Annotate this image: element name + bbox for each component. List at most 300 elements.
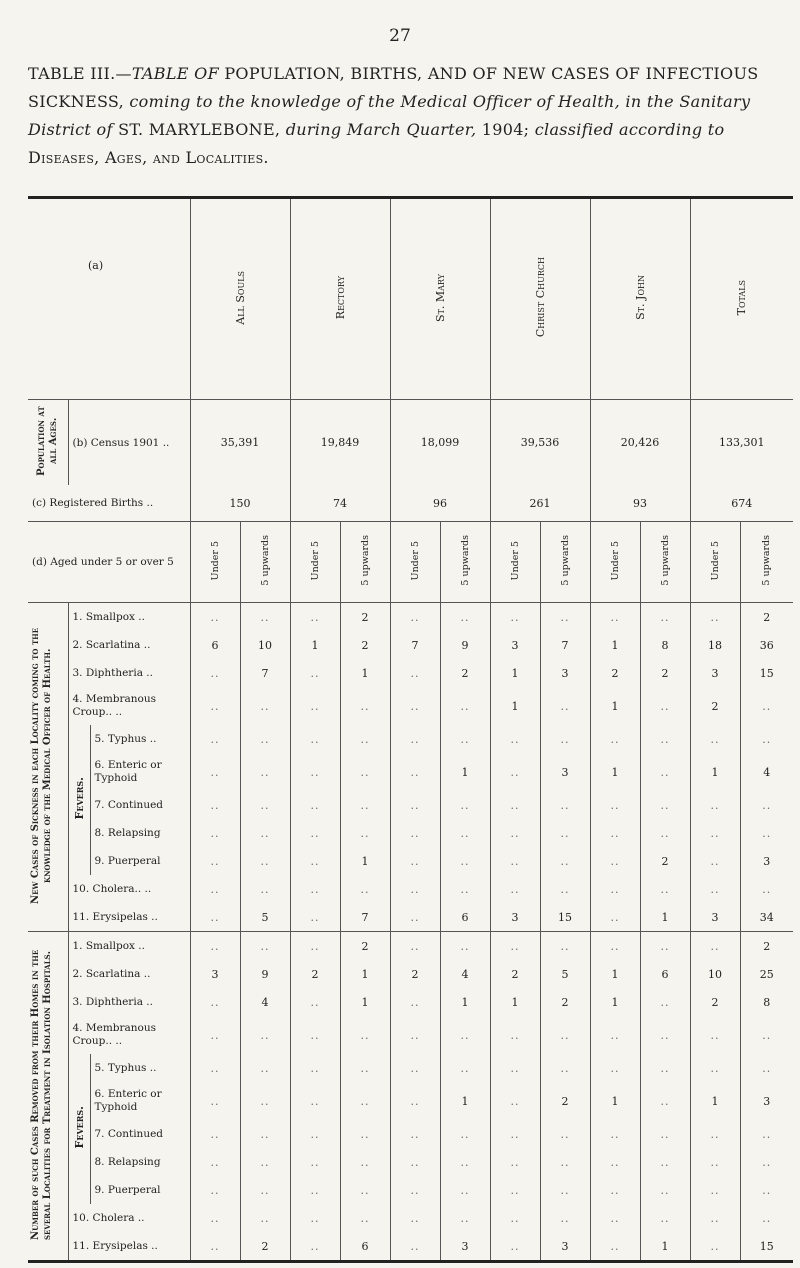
removed-cases-cell: 2 [240, 1232, 290, 1262]
removed-cases-cell: .. [340, 1054, 390, 1082]
new-cases-row [28, 819, 793, 847]
new-cases-cell: .. [240, 753, 290, 791]
title-tail: Diseases, Ages, and Localities. [28, 148, 269, 167]
title-place: ST. MARYLEBONE, [112, 120, 281, 139]
new-cases-cell: .. [340, 791, 390, 819]
removed-cases-cell: .. [640, 1176, 690, 1204]
removed-cases-cell: 15 [740, 1232, 793, 1262]
title-year: 1904; [476, 120, 530, 139]
new-cases-cell: .. [440, 791, 490, 819]
removed-cases-row [28, 1204, 793, 1232]
new-cases-cell: 3 [490, 903, 540, 932]
title-caps-1: POPULATION, BIRTHS, AND OF NEW CASES OF INFECTIOUS SICKNESS, [28, 64, 759, 111]
removed-cases-row [28, 1082, 793, 1120]
new-cases-cell: .. [640, 753, 690, 791]
new-cases-cell: 7 [390, 631, 440, 659]
removed-cases-fevers-bracket [68, 1054, 90, 1204]
new-cases-cell: 15 [540, 903, 590, 932]
population-side-label: Population at all Ages. [35, 406, 59, 476]
new-cases-cell: 3 [690, 903, 740, 932]
removed-cases-cell: 2 [290, 960, 340, 988]
new-cases-cell: .. [690, 875, 740, 903]
removed-cases-cell: .. [590, 1232, 640, 1262]
age-5-upwards-header [540, 522, 590, 603]
removed-cases-cell: .. [190, 932, 240, 961]
new-cases-cell: 8 [640, 631, 690, 659]
new-cases-cell: .. [540, 725, 590, 753]
age-header-text: 5 upwards [559, 535, 571, 586]
new-cases-cell: 15 [759, 666, 774, 680]
new-cases-row [28, 687, 793, 725]
removed-cases-cell: .. [340, 1148, 390, 1176]
new-cases-cell: 2 [763, 610, 771, 624]
new-cases-disease-label: 10. Cholera.. .. [68, 875, 190, 903]
removed-cases-cell: 6 [340, 1232, 390, 1262]
removed-cases-cell: .. [290, 932, 340, 961]
removed-cases-cell: .. [390, 1016, 440, 1054]
new-cases-cell: .. [390, 753, 440, 791]
births-st-john: 93 [590, 485, 690, 522]
removed-cases-cell: .. [390, 1054, 440, 1082]
age-5-upwards-header [240, 522, 290, 603]
new-cases-cell: 3 [540, 659, 590, 687]
removed-cases-cell: .. [190, 1176, 240, 1204]
locality-christ-church: Christ Church [533, 257, 547, 338]
new-cases-row [28, 875, 793, 903]
removed-cases-row [28, 960, 793, 988]
new-cases-cell: 1 [640, 903, 690, 932]
new-cases-cell: 7 [540, 631, 590, 659]
new-cases-cell: .. [390, 659, 440, 687]
removed-cases-cell: .. [690, 1016, 740, 1054]
new-cases-cell: 2 [440, 659, 490, 687]
removed-cases-cell: .. [440, 1016, 490, 1054]
age-under-5-header [590, 522, 640, 603]
removed-cases-cell: .. [590, 1016, 640, 1054]
age-header-text: Under 5 [609, 540, 621, 581]
removed-cases-cell: 6 [640, 960, 690, 988]
new-cases-cell: .. [240, 791, 290, 819]
census-label: (b) Census 1901 .. [68, 400, 190, 486]
removed-cases-row [28, 932, 793, 961]
removed-cases-cell: .. [640, 1082, 690, 1120]
births-st-mary: 96 [390, 485, 490, 522]
new-cases-fevers-label: Fevers. [72, 777, 86, 820]
age-5-upwards-header [340, 522, 390, 603]
new-cases-cell: 2 [640, 659, 690, 687]
removed-cases-cell: .. [390, 932, 440, 961]
removed-cases-disease-label: 1. Smallpox .. [68, 932, 190, 961]
new-cases-cell: .. [490, 725, 540, 753]
locality-all-souls: All Souls [233, 270, 247, 325]
removed-cases-cell: 2 [490, 960, 540, 988]
removed-cases-cell: .. [240, 1016, 290, 1054]
age-5-upwards-header [640, 522, 690, 603]
age-header-text: Under 5 [309, 540, 321, 581]
new-cases-cell: .. [490, 875, 540, 903]
removed-cases-cell: .. [640, 988, 690, 1016]
title-italic-1: TABLE OF [131, 64, 219, 83]
removed-cases-cell: 2 [340, 932, 390, 961]
new-cases-cell: .. [490, 603, 540, 632]
removed-cases-cell: .. [540, 1176, 590, 1204]
census-rectory: 19,849 [290, 400, 390, 486]
removed-cases-cell: .. [690, 1232, 740, 1262]
removed-cases-cell: .. [240, 1204, 290, 1232]
new-cases-cell: 3 [763, 854, 771, 868]
new-cases-disease-label: 5. Typhus .. [90, 725, 190, 753]
new-cases-cell: .. [340, 819, 390, 847]
new-cases-cell: 1 [590, 631, 640, 659]
removed-cases-cell: .. [762, 1183, 772, 1197]
age-under-5-header [690, 522, 740, 603]
removed-cases-cell: .. [340, 1120, 390, 1148]
removed-cases-disease-label: 8. Relapsing [90, 1148, 190, 1176]
removed-cases-cell: 4 [240, 988, 290, 1016]
title-prefix: TABLE III.— [28, 64, 132, 83]
removed-cases-cell: .. [390, 1120, 440, 1148]
removed-cases-cell: .. [240, 1176, 290, 1204]
removed-cases-cell: .. [390, 1232, 440, 1262]
census-st-mary: 18,099 [390, 400, 490, 486]
new-cases-cell: .. [690, 847, 740, 875]
new-cases-cell: .. [340, 725, 390, 753]
removed-cases-cell: .. [690, 1148, 740, 1176]
removed-cases-cell: .. [240, 932, 290, 961]
new-cases-cell: .. [340, 753, 390, 791]
removed-cases-row [28, 1148, 793, 1176]
new-cases-cell: .. [290, 687, 340, 725]
table-title [28, 60, 778, 172]
new-cases-cell: 1 [340, 847, 390, 875]
new-cases-cell: .. [240, 725, 290, 753]
new-cases-cell: .. [590, 791, 640, 819]
removed-cases-cell: .. [490, 1232, 540, 1262]
removed-cases-cell: 1 [590, 960, 640, 988]
removed-cases-cell: .. [390, 988, 440, 1016]
removed-cases-cell: 8 [763, 995, 771, 1009]
removed-cases-cell: .. [762, 1155, 772, 1169]
new-cases-cell: .. [190, 725, 240, 753]
removed-cases-cell: 3 [440, 1232, 490, 1262]
age-header-text: 5 upwards [359, 535, 371, 586]
new-cases-cell: .. [390, 603, 440, 632]
new-cases-row [28, 847, 793, 875]
age-header-text: Under 5 [709, 540, 721, 581]
new-cases-cell: 34 [759, 910, 774, 924]
removed-cases-disease-label: 2. Scarlatina .. [68, 960, 190, 988]
new-cases-disease-label: 3. Diphtheria .. [68, 659, 190, 687]
new-cases-cell: .. [190, 903, 240, 932]
removed-cases-cell: .. [490, 1120, 540, 1148]
removed-cases-cell: .. [490, 1148, 540, 1176]
new-cases-disease-label: 8. Relapsing [90, 819, 190, 847]
removed-cases-cell: .. [340, 1204, 390, 1232]
removed-cases-cell: .. [640, 1016, 690, 1054]
removed-cases-cell: .. [390, 1176, 440, 1204]
new-cases-cell: 1 [690, 753, 740, 791]
new-cases-cell: .. [440, 725, 490, 753]
age-5-upwards-header [740, 522, 793, 603]
new-cases-cell: .. [190, 687, 240, 725]
removed-cases-row [28, 1176, 793, 1204]
new-cases-cell: .. [190, 875, 240, 903]
age-under-5-header [290, 522, 340, 603]
removed-cases-cell: .. [290, 1204, 340, 1232]
births-all-souls: 150 [190, 485, 290, 522]
removed-cases-cell: 3 [540, 1232, 590, 1262]
removed-cases-cell: 2 [540, 1082, 590, 1120]
new-cases-cell: 1 [590, 753, 640, 791]
page-number: 27 [389, 26, 411, 46]
births-rectory: 74 [290, 485, 390, 522]
removed-cases-cell: .. [490, 932, 540, 961]
age-under-5-header [490, 522, 540, 603]
title-italic-4: classified according to [529, 120, 725, 139]
new-cases-cell: .. [690, 819, 740, 847]
new-cases-cell: .. [762, 882, 772, 896]
new-cases-cell: 7 [340, 903, 390, 932]
removed-cases-row [28, 988, 793, 1016]
removed-cases-cell: .. [190, 1016, 240, 1054]
new-cases-disease-label: 4. Membranous Croup.. .. [68, 687, 190, 725]
age-header-text: 5 upwards [259, 535, 271, 586]
age-header-text: Under 5 [509, 540, 521, 581]
age-under-5-header [190, 522, 240, 603]
new-cases-row [28, 903, 793, 932]
new-cases-cell: 2 [690, 687, 740, 725]
new-cases-cell: .. [390, 903, 440, 932]
new-cases-disease-label: 9. Puerperal [90, 847, 190, 875]
removed-cases-cell: .. [762, 1211, 772, 1225]
new-cases-side-label: New Cases of Sickness in each Locality coming to the knowledge of the Medical Officer of Health. [29, 627, 53, 904]
age-label: (d) Aged under 5 or over 5 [28, 522, 190, 603]
new-cases-disease-label: 2. Scarlatina .. [68, 631, 190, 659]
removed-cases-cell: .. [540, 1120, 590, 1148]
removed-cases-cell: .. [390, 1082, 440, 1120]
new-cases-cell: .. [490, 819, 540, 847]
removed-cases-cell: 1 [590, 988, 640, 1016]
removed-cases-cell: .. [762, 1028, 772, 1042]
removed-cases-disease-label: 10. Cholera .. [68, 1204, 190, 1232]
age-header-text: Under 5 [209, 540, 221, 581]
new-cases-cell: .. [490, 791, 540, 819]
new-cases-cell: .. [590, 603, 640, 632]
removed-cases-cell: .. [290, 1082, 340, 1120]
new-cases-cell: .. [290, 875, 340, 903]
new-cases-cell: .. [390, 725, 440, 753]
removed-cases-cell: 2 [763, 939, 771, 953]
removed-cases-cell: .. [490, 1082, 540, 1120]
new-cases-cell: 1 [440, 753, 490, 791]
new-cases-cell: 2 [340, 603, 390, 632]
removed-cases-cell: 1 [340, 960, 390, 988]
removed-cases-cell: .. [640, 932, 690, 961]
new-cases-cell: .. [590, 847, 640, 875]
removed-cases-cell: .. [440, 1204, 490, 1232]
removed-cases-cell: .. [190, 988, 240, 1016]
new-cases-cell: .. [240, 875, 290, 903]
removed-cases-disease-label: 5. Typhus .. [90, 1054, 190, 1082]
census-totals: 133,301 [719, 436, 765, 449]
census-christ-church: 39,536 [490, 400, 590, 486]
new-cases-cell: .. [540, 875, 590, 903]
new-cases-cell: .. [390, 847, 440, 875]
removed-cases-row [28, 1016, 793, 1054]
removed-cases-cell: 1 [690, 1082, 740, 1120]
removed-cases-cell: .. [240, 1120, 290, 1148]
removed-cases-row [28, 1232, 793, 1262]
age-header-text: 5 upwards [659, 535, 671, 586]
removed-cases-cell: .. [290, 1232, 340, 1262]
removed-cases-cell: .. [590, 1148, 640, 1176]
removed-cases-cell: .. [340, 1016, 390, 1054]
removed-cases-cell: 1 [590, 1082, 640, 1120]
births-christ-church: 261 [490, 485, 590, 522]
new-cases-cell: .. [440, 603, 490, 632]
new-cases-cell: .. [190, 659, 240, 687]
new-cases-disease-label: 6. Enteric or Typhoid [90, 753, 190, 791]
new-cases-cell: 3 [540, 753, 590, 791]
removed-cases-cell: .. [290, 988, 340, 1016]
new-cases-cell: .. [290, 603, 340, 632]
new-cases-cell: 36 [759, 638, 774, 652]
removed-cases-cell: .. [190, 1082, 240, 1120]
age-header-row [28, 522, 793, 603]
removed-cases-side-label-cell [28, 932, 68, 1262]
col-a-label: (a) [88, 259, 104, 272]
title-italic-2: coming to the knowledge of the Medical Officer of Health, in the Sanitary District of [28, 92, 751, 139]
new-cases-side-label-cell [28, 603, 68, 932]
new-cases-cell: .. [590, 875, 640, 903]
new-cases-cell: .. [440, 687, 490, 725]
removed-cases-cell: .. [490, 1054, 540, 1082]
age-5-upwards-header [440, 522, 490, 603]
new-cases-cell: .. [540, 687, 590, 725]
new-cases-disease-label: 11. Erysipelas .. [68, 903, 190, 932]
new-cases-cell: .. [590, 819, 640, 847]
new-cases-cell: .. [190, 753, 240, 791]
new-cases-cell: 1 [490, 687, 540, 725]
removed-cases-disease-label: 4. Membranous Croup.. .. [68, 1016, 190, 1054]
new-cases-cell: 6 [440, 903, 490, 932]
removed-cases-cell: .. [590, 1176, 640, 1204]
new-cases-cell: .. [190, 847, 240, 875]
removed-cases-cell: 1 [490, 988, 540, 1016]
new-cases-cell: .. [190, 819, 240, 847]
locality-st-john: St. John [633, 275, 647, 320]
removed-cases-cell: .. [640, 1120, 690, 1148]
removed-cases-cell: .. [190, 1232, 240, 1262]
removed-cases-cell: .. [290, 1120, 340, 1148]
population-row [28, 400, 793, 486]
new-cases-cell: .. [290, 903, 340, 932]
new-cases-cell: 1 [590, 687, 640, 725]
new-cases-row [28, 603, 793, 632]
removed-cases-cell: 5 [540, 960, 590, 988]
new-cases-cell: .. [390, 875, 440, 903]
removed-cases-cell: 2 [390, 960, 440, 988]
removed-cases-cell: .. [240, 1082, 290, 1120]
new-cases-cell: .. [290, 819, 340, 847]
new-cases-cell: .. [540, 847, 590, 875]
removed-cases-disease-label: 6. Enteric or Typhoid [90, 1082, 190, 1120]
removed-cases-cell: .. [340, 1176, 390, 1204]
new-cases-cell: .. [290, 847, 340, 875]
removed-cases-cell: 3 [763, 1094, 771, 1108]
removed-cases-cell: .. [290, 1054, 340, 1082]
new-cases-cell: .. [540, 603, 590, 632]
births-totals: 674 [690, 485, 793, 522]
new-cases-cell: .. [640, 603, 690, 632]
removed-cases-cell: .. [440, 1120, 490, 1148]
new-cases-cell: .. [690, 603, 740, 632]
new-cases-cell: 5 [240, 903, 290, 932]
new-cases-cell: 18 [690, 631, 740, 659]
locality-header-row [28, 199, 793, 400]
removed-cases-cell: .. [640, 1204, 690, 1232]
new-cases-cell: .. [440, 847, 490, 875]
removed-cases-cell: 25 [759, 967, 774, 981]
new-cases-cell: .. [690, 791, 740, 819]
births-row [28, 485, 793, 522]
removed-cases-cell: .. [690, 1120, 740, 1148]
new-cases-cell: .. [640, 725, 690, 753]
new-cases-cell: 2 [640, 847, 690, 875]
removed-cases-cell: .. [640, 1054, 690, 1082]
new-cases-cell: .. [290, 753, 340, 791]
removed-cases-cell: 2 [540, 988, 590, 1016]
removed-cases-cell: 1 [340, 988, 390, 1016]
removed-cases-cell: .. [490, 1204, 540, 1232]
locality-rectory: Rectory [333, 275, 347, 320]
new-cases-cell: .. [590, 725, 640, 753]
removed-cases-cell: .. [390, 1204, 440, 1232]
removed-cases-cell: 9 [240, 960, 290, 988]
removed-cases-cell: .. [440, 1148, 490, 1176]
new-cases-cell: .. [390, 687, 440, 725]
removed-cases-cell: .. [690, 1054, 740, 1082]
removed-cases-cell: .. [440, 1054, 490, 1082]
new-cases-cell: .. [762, 732, 772, 746]
removed-cases-cell: .. [590, 1120, 640, 1148]
removed-cases-cell: .. [640, 1148, 690, 1176]
census-all-souls: 35,391 [190, 400, 290, 486]
removed-cases-cell: 1 [440, 988, 490, 1016]
new-cases-cell: .. [190, 791, 240, 819]
removed-cases-cell: .. [240, 1148, 290, 1176]
new-cases-cell: .. [190, 603, 240, 632]
new-cases-cell: 4 [763, 765, 771, 779]
removed-cases-cell: .. [190, 1204, 240, 1232]
new-cases-cell: .. [290, 791, 340, 819]
new-cases-cell: .. [390, 791, 440, 819]
locality-st-mary: St. Mary [433, 273, 447, 322]
new-cases-cell: .. [240, 847, 290, 875]
new-cases-cell: .. [490, 847, 540, 875]
new-cases-row [28, 659, 793, 687]
removed-cases-fevers-label: Fevers. [72, 1106, 86, 1149]
census-st-john: 20,426 [590, 400, 690, 486]
removed-cases-cell: .. [490, 1016, 540, 1054]
removed-cases-cell: .. [190, 1120, 240, 1148]
removed-cases-cell: 4 [440, 960, 490, 988]
age-header-text: 5 upwards [761, 535, 773, 586]
new-cases-cell: .. [762, 826, 772, 840]
new-cases-cell: .. [440, 819, 490, 847]
new-cases-cell: .. [240, 603, 290, 632]
removed-cases-cell: .. [690, 1176, 740, 1204]
